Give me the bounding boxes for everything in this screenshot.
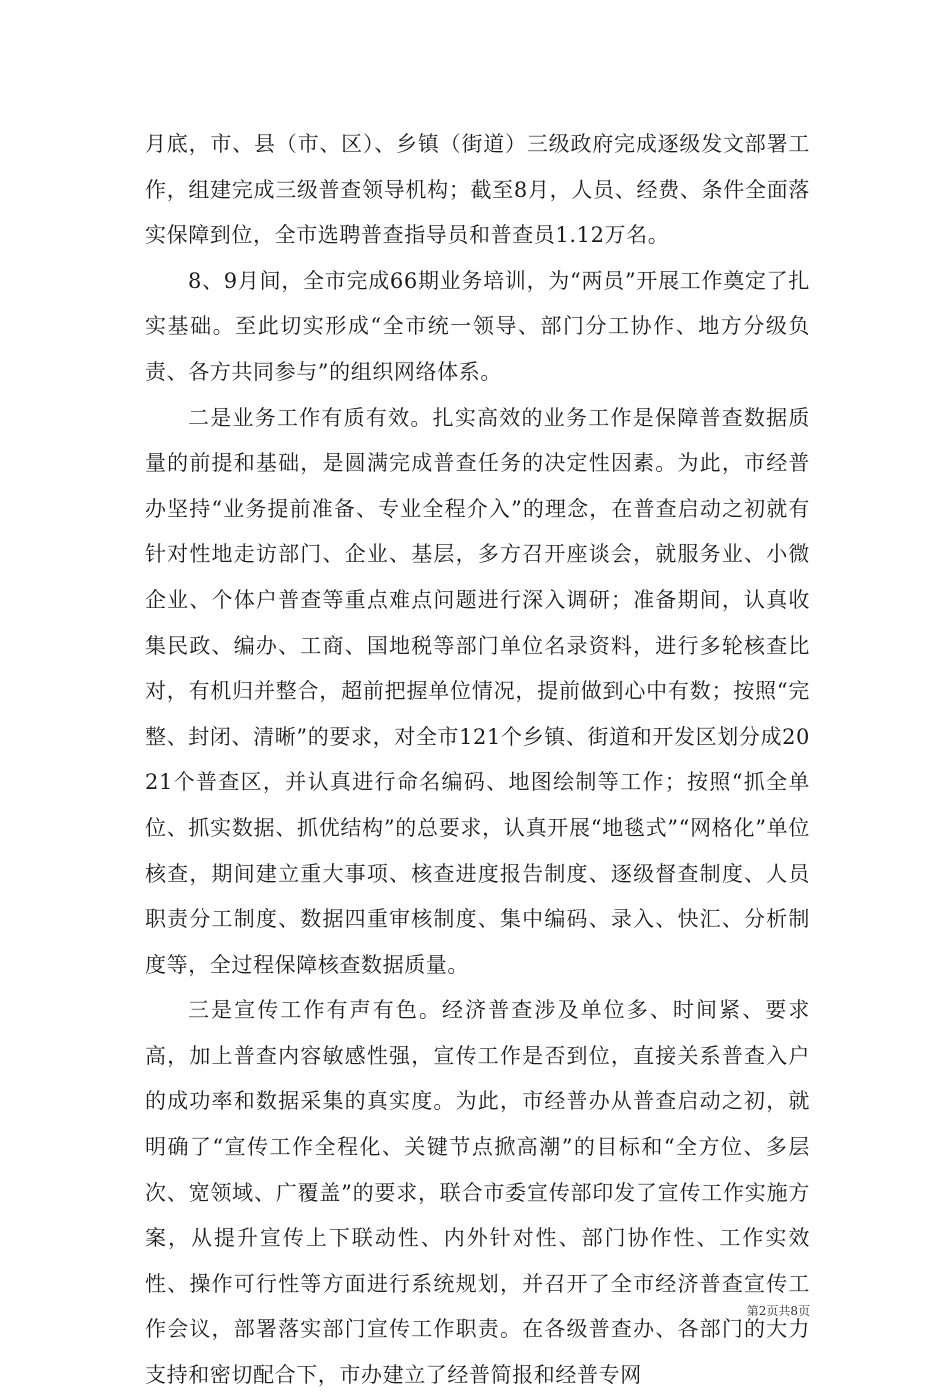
paragraph-4: 三是宣传工作有声有色。经济普查涉及单位多、时间紧、要求高，加上普查内容敏感性强，宣传工作是否到位，直接关系普查入户的成功率和数据采集的真实度。为此，市经普办从普查启动之初，就明确了“宣传工作全程化、关键节点掀高潮”的目标和“全方位、多层次、宽领域、广覆盖”的要求，联合市委宣传部印发了宣传工作实施方案，从提升宣传上下联动性、内外针对性、部门协作性、工作实效性、操作可行性等方面进行系统规划，并召开了全市经济普查宣传工作会议，部署落实部门宣传工作职责。在各级普查办、各部门的大力支持和密切配合下，市办建立了经普简报和经普专网 (145, 998, 810, 1388)
paragraph-3: 二是业务工作有质有效。扎实高效的业务工作是保障普查数据质量的前提和基础，是圆满完成普查任务的决定性因素。为此，市经普办坚持“业务提前准备、专业全程介入”的理念，在普查启动之初就有针对性地走访部门、企业、基层，多方召开座谈会，就服务业、小微企业、个体户普查等重点难点问题进行深入调研；准备期间，认真收集民政、编办、工商、国地税等部门单位名录资料，进行多轮核查比对，有机归并整合，超前把握单位情况，提前做到心中有数；按照“完整、封闭、清晰”的要求，对全市121个乡镇、街道和开发区划分成2021个普查区，并认真进行命名编码、地图绘制等工作；按照“抓全单位、抓实数据、抓优结构”的总要求，认真开展“地毯式”“网格化”单位核查，期间建立重大事项、核查进度报告制度、逐级督查制度、人员职责分工制度、数据四重审核制度、集中编码、录入、快汇、分析制度等，全过程保障核查数据质量。 (145, 405, 810, 977)
paragraph-2: 8、9月间，全市完成66期业务培训，为“两员”开展工作奠定了扎实基础。至此切实形成“全市统一领导、部门分工协作、地方分级负责、各方共同参与”的组织网络体系。 (145, 268, 810, 384)
paragraph-1: 月底，市、县（市、区）、乡镇（街道）三级政府完成逐级发文部署工作，组建完成三级普查领导机构；截至8月，人员、经费、条件全面落实保障到位，全市选聘普查指导员和普查员1.12万名。 (145, 132, 810, 248)
page-number: 第2页共8页 (746, 1304, 810, 1318)
document-body (145, 122, 810, 1399)
